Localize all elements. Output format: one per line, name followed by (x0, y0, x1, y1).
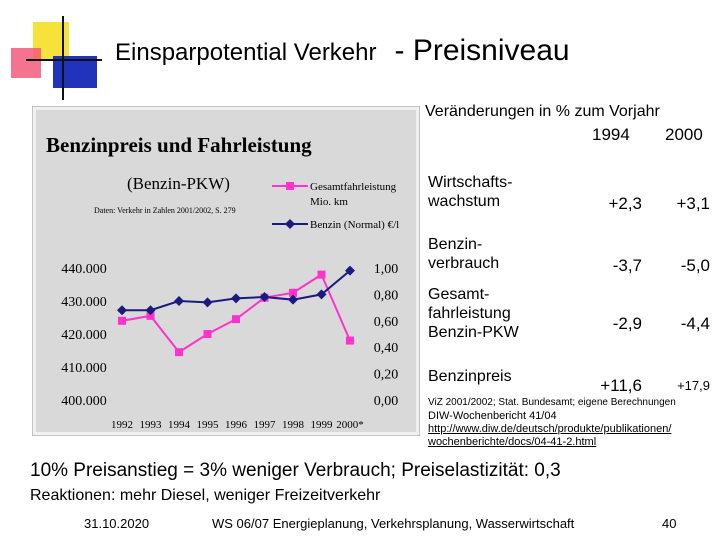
row-label-benzinpreis: Benzinpreis (428, 368, 512, 385)
right-tick-label: 0,20 (373, 367, 399, 383)
x-tick-label: 1997 (253, 419, 276, 431)
left-tick-label: 420.000 (61, 328, 107, 343)
chart-title: Benzinpreis und Fahrleistung (46, 133, 312, 157)
row-label-benzinverbrauch: Benzin- verbrauch (428, 236, 500, 272)
right-tick-label: 0,60 (373, 314, 399, 330)
year-2000: 2000 (665, 125, 703, 144)
row-label-gesamtfahrleistung: Gesamt- fahrleistung Benzin-PKW (428, 286, 519, 341)
x-tick-label: 1995 (196, 419, 219, 431)
value-benzinpreis-1994: +11,6 (600, 376, 642, 395)
x-tick-label: 1996 (225, 419, 247, 431)
logo-vertical-line (62, 16, 64, 100)
footer-course: WS 06/07 Energieplanung, Verkehrsplanung, Wasserwirtschaft (212, 516, 575, 531)
legend-label: Gesamtfahrleistung (310, 181, 397, 193)
x-tick-label: 1998 (282, 419, 304, 431)
left-tick-label: 430.000 (61, 295, 107, 310)
table-caption: Veränderungen in % zum Vorjahr (425, 103, 660, 120)
data-point (175, 348, 183, 356)
logo-horizontal-line (26, 59, 102, 61)
data-point (346, 337, 354, 345)
x-tick-label: 1993 (139, 419, 162, 431)
year-1994: 1994 (592, 125, 630, 144)
source-line-1: ViZ 2001/2002; Stat. Bundesamt; eigene Berechnungen (428, 397, 676, 408)
right-tick-label: 1,00 (373, 262, 399, 277)
footer-page: 40 (662, 516, 677, 531)
source-link[interactable]: http://www.diw.de/deutsch/produkte/publikationen/ wochenberichte/docs/04-41-2.html (428, 423, 672, 448)
right-tick-label: 0,00 (373, 394, 399, 409)
source-line-2: DIW-Wochenbericht 41/04 (428, 410, 557, 422)
right-tick-label: 0,80 (373, 288, 399, 304)
x-tick-label: 1992 (111, 419, 133, 431)
right-tick-label: 0,40 (373, 341, 399, 357)
row-label-wirtschaftswachstum: Wirtschafts- wachstum (428, 174, 513, 210)
value-verbrauch-2000: -5,0 (680, 256, 710, 275)
data-point (118, 317, 126, 325)
title-main-text: Einsparpotential Verkehr (115, 39, 377, 66)
conclusion-text: 10% Preisanstieg = 3% weniger Verbrauch; Preiselastizität: 0,3 (30, 460, 561, 481)
value-fahrleistung-1994: -2,9 (612, 314, 642, 333)
legend-marker (286, 182, 294, 190)
value-verbrauch-1994: -3,7 (612, 256, 642, 275)
data-point (232, 315, 240, 323)
title-sub-text: - Preisniveau (394, 34, 570, 67)
logo-red-square (11, 48, 41, 78)
value-benzinpreis-2000: +17,9 (677, 378, 710, 393)
legend-label: Benzin (Normal) €/l (310, 219, 400, 231)
data-point (204, 330, 212, 338)
left-tick-label: 410.000 (61, 361, 107, 376)
slide-title (115, 34, 570, 68)
value-fahrleistung-2000: -4,4 (680, 314, 710, 333)
value-wachstum-2000: +3,1 (676, 194, 710, 213)
value-wachstum-1994: +2,3 (608, 194, 642, 213)
x-tick-label: 2000* (336, 419, 364, 431)
source-link-wrapper (428, 423, 671, 449)
data-point (318, 271, 326, 279)
fuel-price-chart (32, 106, 420, 436)
chart-note: Daten: Verkehr in Zahlen 2001/2002, S. 279 (94, 206, 236, 215)
x-tick-label: 1994 (168, 419, 190, 431)
x-tick-label: 1999 (310, 419, 333, 431)
left-tick-label: 440.000 (61, 262, 107, 277)
footer-date: 31.10.2020 (84, 516, 150, 531)
chart-subtitle: (Benzin-PKW) (127, 174, 230, 193)
reactions-text: Reaktionen: mehr Diesel, weniger Freizeitverkehr (30, 487, 381, 504)
legend-label: Mio. km (310, 196, 348, 208)
left-tick-label: 400.000 (61, 394, 107, 409)
